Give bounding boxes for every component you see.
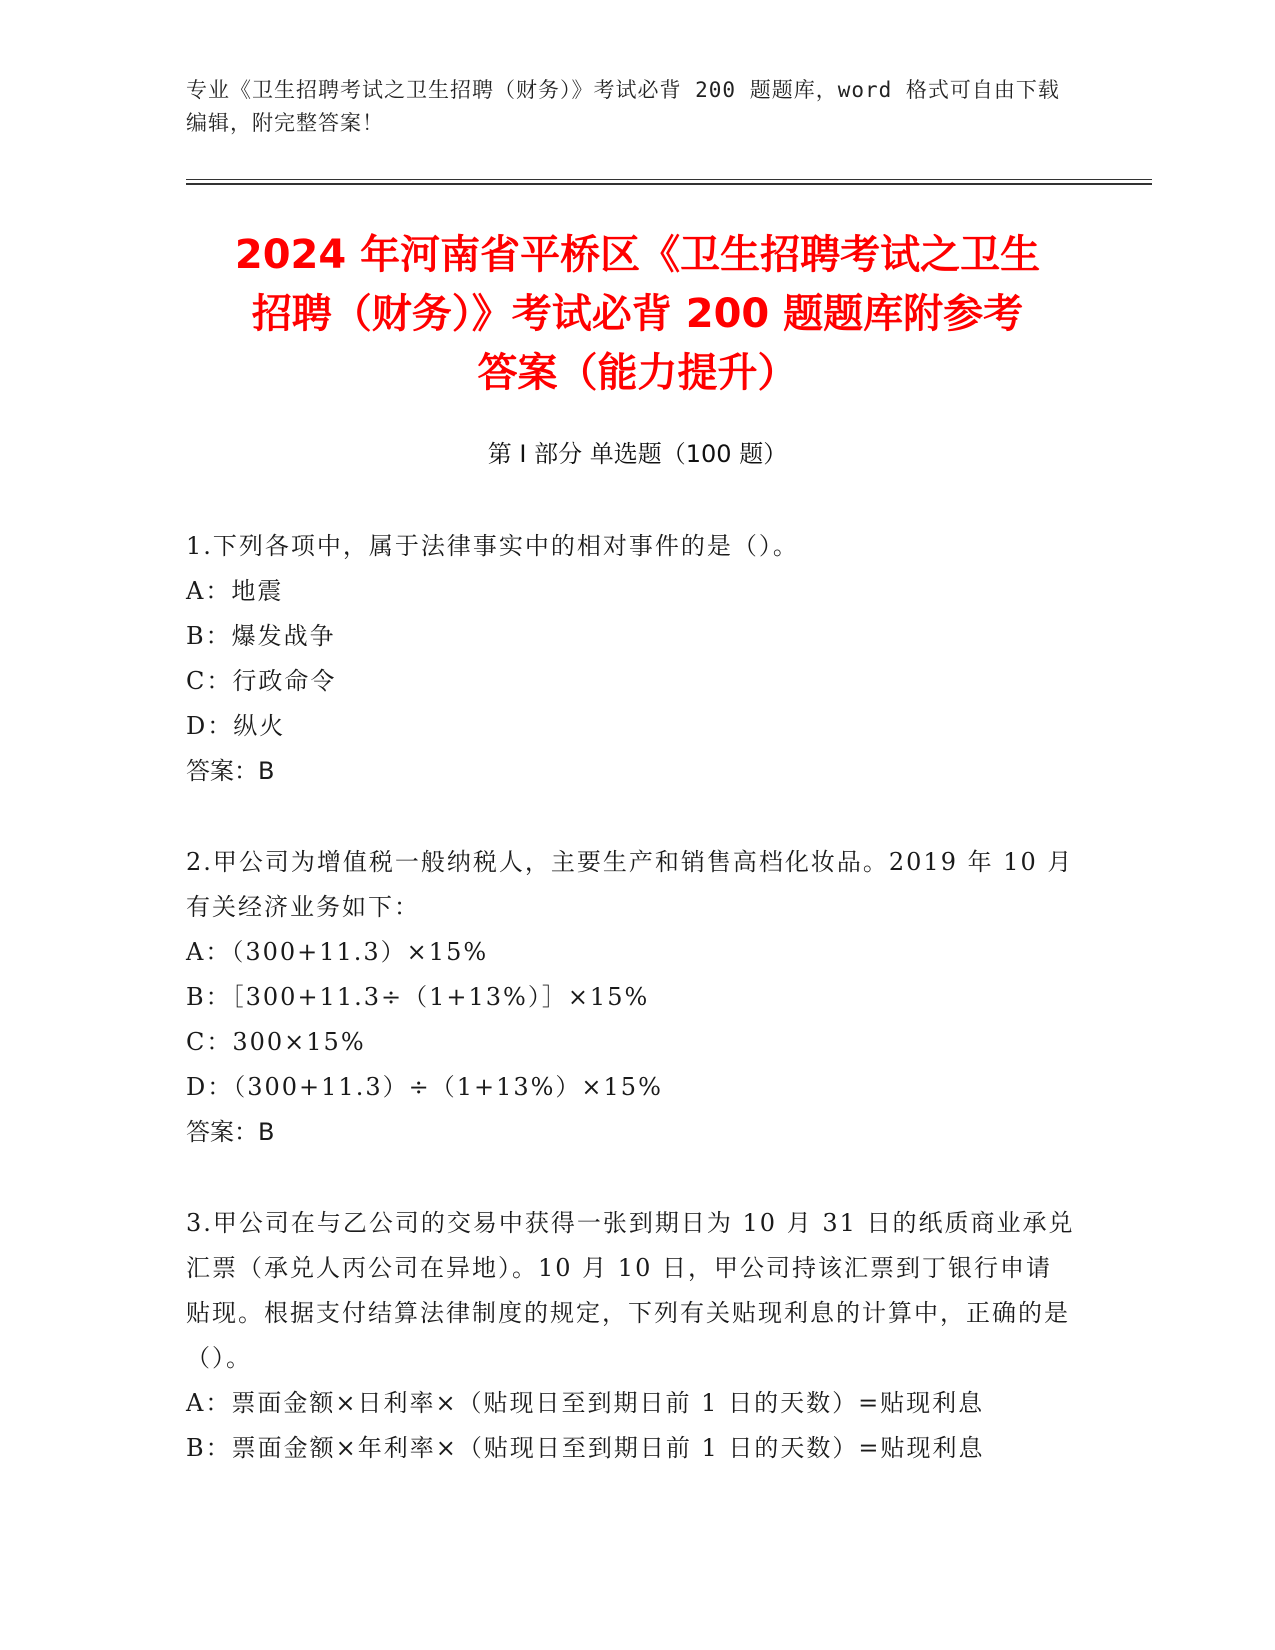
question-stem: 3.甲公司在与乙公司的交易中获得一张到期日为 10 月 31 日的纸质商业承兑汇票（承兑人丙公司在异地）。10 月 10 日，甲公司持该汇票到丁银行申请贴现。根据支付结算法律制度的规定，下列有关贴现利息的计算中，正确的是（）。 [186,1209,1075,1372]
option-d: D：纵火 [186,712,286,740]
header-divider [186,179,1152,180]
option-b: B：票面金额×年利率×（贴现日至到期日前 1 日的天数）=贴现利息 [186,1434,985,1462]
question-1 [186,524,1076,794]
title-line-2: 招聘（财务）》考试必背 200 题题库附参考 [251,291,1024,337]
option-b: B：爆发战争 [186,622,336,650]
option-a: A：（300+11.3）×15% [186,938,489,966]
option-a: A：票面金额×日利率×（贴现日至到期日前 1 日的天数）=贴现利息 [186,1389,985,1417]
title-line-3: 答案（能力提升） [477,350,798,396]
header-note: 专业《卫生招聘考试之卫生招聘（财务）》考试必背 200 题题库，word 格式可自由下载编辑，附完整答案！ [186,78,1060,135]
title-line-1: 2024 年河南省平桥区《卫生招聘考试之卫生 [234,232,1041,278]
question-stem: 2.甲公司为增值税一般纳税人，主要生产和销售高档化妆品。2019 年 10 月有关经济业务如下： [186,848,1074,921]
answer: 答案：B [186,1118,275,1146]
answer: 答案：B [186,757,275,785]
document-title [120,226,1155,403]
question-stem: 1.下列各项中，属于法律事实中的相对事件的是（）。 [186,532,799,560]
option-c: C：行政命令 [186,667,337,695]
question-3 [186,1201,1076,1471]
option-b: B：［300+11.3÷（1+13%）］×15% [186,983,650,1011]
question-2 [186,840,1076,1155]
option-a: A：地震 [186,577,284,605]
header-divider-thick [186,183,1152,185]
option-d: D：（300+11.3）÷（1+13%）×15% [186,1073,663,1101]
section-title: 第 I 部分 单选题（100 题） [487,440,788,468]
option-c: C：300×15% [186,1028,366,1056]
